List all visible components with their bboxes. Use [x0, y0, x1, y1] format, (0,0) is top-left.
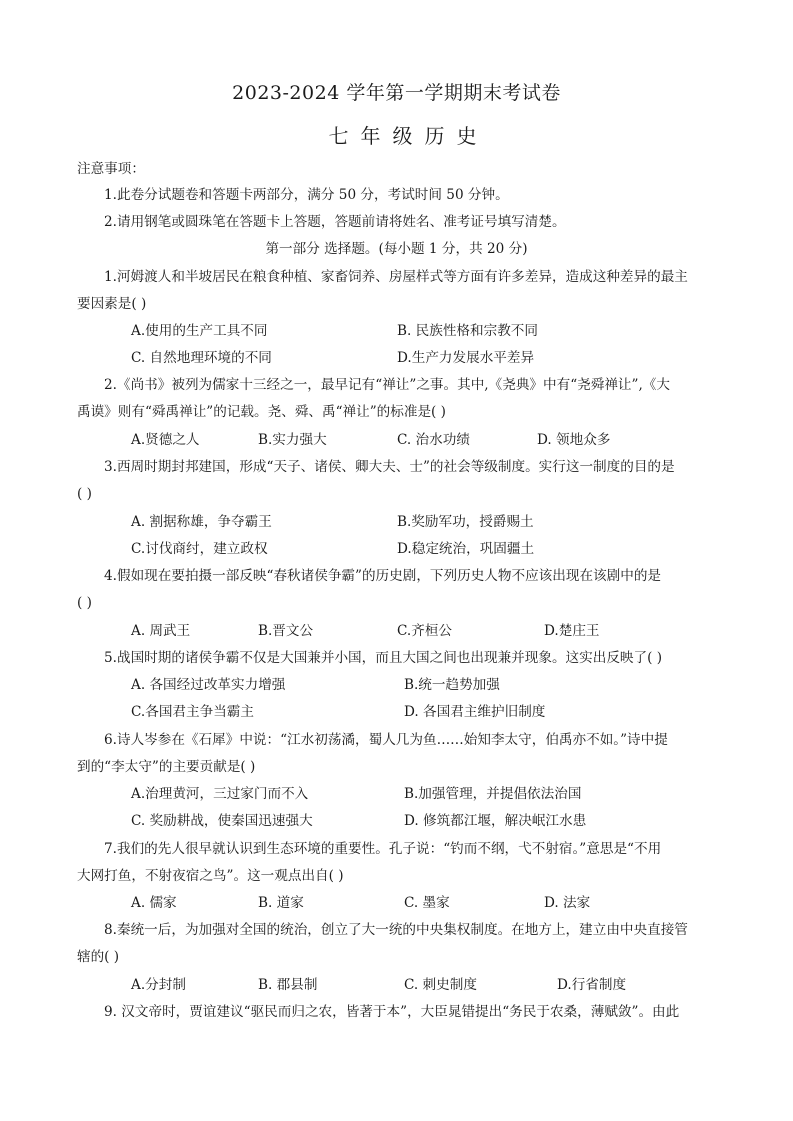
option-b: B.加强管理，并提倡依法治国 [404, 786, 582, 802]
option-c: C. 自然地理环境的不同 [131, 350, 272, 366]
option-c: C. 治水功绩 [397, 432, 470, 448]
option-b: B. 民族性格和宗教不同 [397, 323, 538, 339]
question-stem: 大网打鱼，不射夜宿之鸟”。这一观点出自( ) [77, 868, 344, 884]
option-a: A.治理黄河，三过家门而不入 [131, 786, 309, 802]
question-stem: 5.战国时期的诸侯争霸不仅是大国兼并小国，而且大国之间也出现兼并现象。这实出反映了( ) [104, 650, 663, 666]
question-stem: ( ) [77, 595, 92, 611]
option-b: B.奖励军功，授爵赐土 [397, 514, 534, 530]
question-stem: 到的“李太守”的主要贡献是( ) [77, 759, 256, 775]
option-d: D. 修筑都江堰，解决岷江水患 [404, 813, 587, 829]
question-stem: 8.秦统一后，为加强对全国的统治，创立了大一统的中央集权制度。在地方上，建立由中央直接管 [104, 922, 688, 938]
option-a: A.使用的生产工具不同 [131, 323, 268, 339]
option-b: B. 郡县制 [258, 977, 318, 993]
notes-heading: 注意事项： [77, 161, 145, 177]
option-b: B.统一趋势加强 [404, 677, 500, 693]
option-c: C. 墨家 [404, 895, 450, 911]
option-d: D. 法家 [544, 895, 591, 911]
option-c: C.各国君主争当霸主 [131, 704, 254, 720]
option-a: A. 周武王 [131, 623, 191, 639]
option-d: D.行省制度 [557, 977, 627, 993]
question-stem: ( ) [77, 486, 92, 502]
option-a: A.贤德之人 [131, 432, 200, 448]
option-c: C. 刺史制度 [404, 977, 477, 993]
option-a: A. 各国经过改革实力增强 [131, 677, 286, 693]
question-stem: 9. 汉文帝时，贾谊建议“驱民而归之农，皆著于本”，大臣晁错提出“务民于农桑，薄赋敛”。由此 [104, 1004, 680, 1020]
option-c: C.齐桓公 [397, 623, 453, 639]
option-b: B. 道家 [258, 895, 304, 911]
option-b: B.晋文公 [258, 623, 314, 639]
exam-subtitle: 七年级历史 [328, 124, 489, 148]
option-a: A. 儒家 [131, 895, 177, 911]
question-stem: 辖的( ) [77, 949, 120, 965]
question-stem: 3.西周时期封邦建国，形成“天子、诸侯、卿大夫、士”的社会等级制度。实行这一制度的目的是 [104, 459, 675, 475]
question-stem: 禹谟》则有“舜禹禅让”的记载。尧、舜、禹“禅让”的标准是( ) [77, 404, 446, 420]
question-stem: 要因素是( ) [77, 296, 147, 312]
option-d: D.楚庄王 [544, 623, 600, 639]
option-d: D.稳定统治，巩固疆土 [397, 541, 535, 557]
option-c: C. 奖励耕战，使秦国迅速强大 [131, 813, 313, 829]
option-a: A.分封制 [131, 977, 186, 993]
option-d: D. 领地众多 [537, 432, 611, 448]
note-item: 1.此卷分试题卷和答题卡两部分，满分 50 分，考试时间 50 分钟。 [104, 187, 509, 203]
question-stem: 2.《尚书》被列为儒家十三经之一，最早记有“禅让”之事。其中,《尧典》中有“尧舜禅让”,《大 [104, 377, 670, 393]
section-heading: 第一部分 选择题。(每小题 1 分，共 20 分) [265, 241, 528, 257]
option-c: C.讨伐商纣，建立政权 [131, 541, 268, 557]
note-item: 2.请用钢笔或圆珠笔在答题卡上答题，答题前请将姓名、准考证号填写清楚。 [104, 214, 566, 230]
option-d: D. 各国君主维护旧制度 [404, 704, 546, 720]
option-a: A. 割据称雄，争夺霸王 [131, 514, 272, 530]
question-stem: 6.诗人岑参在《石犀》中说：“江水初荡潏，蜀人几为鱼……始知李太守，伯禹亦不如。”诗中提 [104, 732, 668, 748]
question-stem: 1.河姆渡人和半坡居民在粮食种植、家畜饲养、房屋样式等方面有许多差异，造成这种差异的最主 [104, 269, 688, 285]
question-stem: 7.我们的先人很早就认识到生态环境的重要性。孔子说：“钓而不纲，弋不射宿。”意思是“不用 [104, 841, 662, 857]
exam-title: 2023-2024 学年第一学期期末考试卷 [232, 82, 561, 104]
option-d: D.生产力发展水平差异 [397, 350, 535, 366]
question-stem: 4.假如现在要拍摄一部反映“春秋诸侯争霸”的历史剧，下列历史人物不应该出现在该剧中的是 [104, 568, 662, 584]
option-b: B.实力强大 [258, 432, 327, 448]
